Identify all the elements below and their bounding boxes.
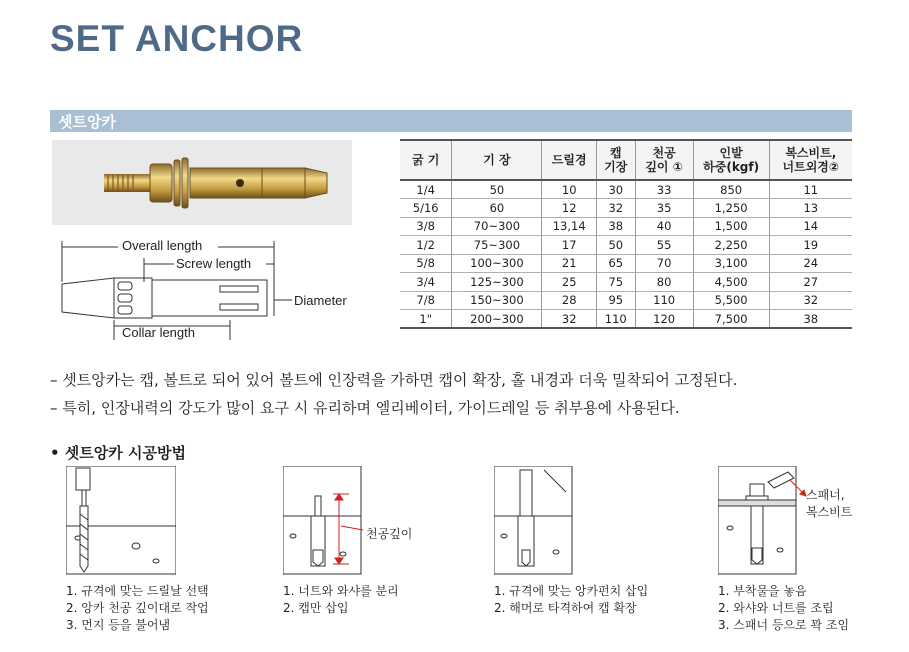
spec-table: [400, 139, 852, 329]
table-cell: 13,14: [542, 217, 596, 236]
table-cell: 11: [769, 180, 852, 199]
header-length: 기 장: [483, 153, 511, 167]
diameter-label: Diameter: [294, 293, 347, 308]
header-cell: [769, 140, 852, 180]
table-cell: 4,500: [693, 273, 769, 292]
description-line: – 셋트앙카는 캡, 볼트로 되어 있어 볼트에 인장력을 가하면 캡이 확장, 홀 내경과 더욱 밀착되어 고정된다.: [50, 371, 738, 389]
step-line: 2. 앙카 천공 깊이대로 작업: [66, 601, 209, 615]
table-cell: 32: [542, 310, 596, 329]
table-cell: 32: [596, 199, 635, 218]
table-row: [400, 310, 852, 329]
table-cell: 7/8: [400, 291, 452, 310]
section-header-bar: [50, 110, 852, 132]
step-4-illustration: [718, 466, 828, 576]
header-cell: [452, 140, 542, 180]
table-cell: 19: [769, 236, 852, 255]
table-cell: 3/8: [400, 217, 452, 236]
table-cell: 1/4: [400, 180, 452, 199]
header-nut: 복스비트, 너트외경②: [782, 146, 840, 174]
table-cell: 12: [542, 199, 596, 218]
table-row: [400, 254, 852, 273]
description-line: – 특히, 인장내력의 강도가 많이 요구 시 유리하며 엘리베이터, 가이드레일 등 취부용에 사용된다.: [50, 399, 680, 417]
table-cell: 50: [596, 236, 635, 255]
step-line: 1. 너트와 와샤를 분리: [283, 584, 399, 598]
table-cell: 21: [542, 254, 596, 273]
step-3-instructions: [494, 583, 648, 617]
table-cell: 30: [596, 180, 635, 199]
table-cell: 38: [596, 217, 635, 236]
anchor-product-photo: [52, 140, 352, 225]
anchor-dimension-diagram: [52, 236, 362, 344]
table-cell: 60: [452, 199, 542, 218]
table-cell: 125~300: [452, 273, 542, 292]
step-2-instructions: [283, 583, 399, 617]
table-cell: 5/16: [400, 199, 452, 218]
table-row: [400, 180, 852, 199]
table-cell: 27: [769, 273, 852, 292]
table-cell: 1": [400, 310, 452, 329]
table-cell: 5,500: [693, 291, 769, 310]
header-cell: [635, 140, 693, 180]
step-1-illustration: [66, 466, 176, 576]
table-cell: 200~300: [452, 310, 542, 329]
depth-callout: 천공깊이: [366, 527, 413, 541]
table-cell: 150~300: [452, 291, 542, 310]
step-line: 1. 규격에 맞는 앙카펀치 삽입: [494, 584, 649, 598]
header-depth: 천공 깊이 ①: [645, 146, 683, 174]
table-cell: 35: [635, 199, 693, 218]
header-cell: [596, 140, 635, 180]
table-cell: 40: [635, 217, 693, 236]
steps-title: • 셋트앙카 시공방법: [50, 444, 186, 462]
table-cell: 70: [635, 254, 693, 273]
table-row: [400, 236, 852, 255]
table-cell: 17: [542, 236, 596, 255]
header-drill: 드릴경: [551, 153, 587, 167]
page-title: SET ANCHOR: [50, 18, 304, 59]
step-line: 1. 부착물을 놓음: [718, 584, 807, 598]
table-cell: 850: [693, 180, 769, 199]
table-cell: 1,250: [693, 199, 769, 218]
table-cell: 55: [635, 236, 693, 255]
table-row: [400, 199, 852, 218]
table-row: [400, 273, 852, 292]
table-cell: 10: [542, 180, 596, 199]
header-cell: [542, 140, 596, 180]
table-cell: 100~300: [452, 254, 542, 273]
header-diameter: 굵 기: [411, 153, 440, 167]
table-cell: 65: [596, 254, 635, 273]
header-cell: [400, 140, 452, 180]
table-cell: 75~300: [452, 236, 542, 255]
table-cell: 120: [635, 310, 693, 329]
table-cell: 110: [596, 310, 635, 329]
collar-length-label: Collar length: [122, 325, 195, 340]
table-header-row: [400, 140, 852, 180]
table-cell: 3,100: [693, 254, 769, 273]
spanner-callout: 스패너, 복스비트: [806, 488, 853, 519]
step-line: 3. 먼지 등을 불어냄: [66, 618, 171, 632]
table-cell: 13: [769, 199, 852, 218]
table-row: [400, 217, 852, 236]
step-line: 2. 해머로 타격하여 캡 확장: [494, 601, 637, 615]
table-cell: 25: [542, 273, 596, 292]
header-cap-length: 캡 기장: [604, 146, 628, 174]
header-cell: [693, 140, 769, 180]
step-3-illustration: [494, 466, 604, 576]
table-cell: 3/4: [400, 273, 452, 292]
table-cell: 2,250: [693, 236, 769, 255]
table-cell: 1,500: [693, 217, 769, 236]
table-cell: 75: [596, 273, 635, 292]
step-1-instructions: [66, 583, 209, 634]
table-cell: 24: [769, 254, 852, 273]
table-cell: 80: [635, 273, 693, 292]
table-cell: 32: [769, 291, 852, 310]
table-cell: 14: [769, 217, 852, 236]
table-row: [400, 291, 852, 310]
step-2-illustration: [283, 466, 393, 576]
step-4-instructions: [718, 583, 849, 634]
table-cell: 28: [542, 291, 596, 310]
table-cell: 70~300: [452, 217, 542, 236]
table-cell: 110: [635, 291, 693, 310]
step-line: 2. 와샤와 너트를 조립: [718, 601, 834, 615]
overall-length-label: Overall length: [122, 238, 203, 253]
step-line: 2. 캡만 삽입: [283, 601, 349, 615]
step-line: 3. 스패너 등으로 꽉 조임: [718, 618, 850, 632]
section-title: 셋트앙카: [58, 113, 116, 131]
table-cell: 5/8: [400, 254, 452, 273]
table-cell: 95: [596, 291, 635, 310]
step-line: 1. 규격에 맞는 드릴날 선택: [66, 584, 209, 598]
table-cell: 7,500: [693, 310, 769, 329]
table-cell: 33: [635, 180, 693, 199]
table-cell: 1/2: [400, 236, 452, 255]
table-cell: 50: [452, 180, 542, 199]
screw-length-label: Screw length: [176, 256, 252, 271]
header-pullout: 인발 하중(kgf): [703, 146, 760, 174]
table-cell: 38: [769, 310, 852, 329]
